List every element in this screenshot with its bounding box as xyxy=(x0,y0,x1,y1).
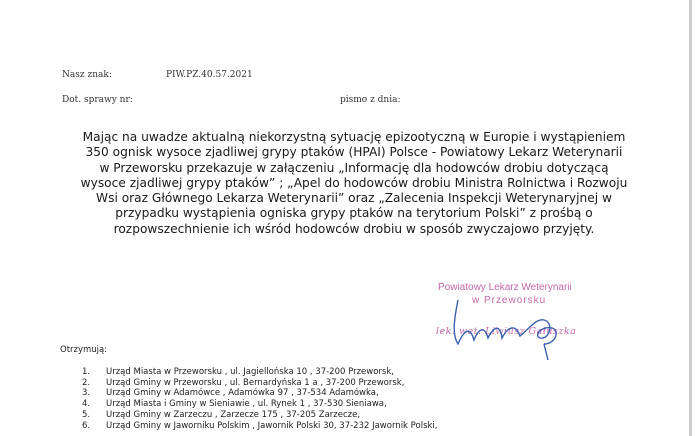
list-item xyxy=(82,421,437,432)
body-paragraph: Mając na uwadze aktualną niekorzystną sytuację epizootyczną w Europie i wystąpieniem 350 ognisk wysoce zjadliwej grypy ptaków (HPAI) Polsce - Powiatowy Lekarz Weterynarii w Przeworsku przekazuje w załączeniu „Informację dla hodowców drobiu dotyczącą wysoce zjadliwej grypy ptaków” ; „Apel do hodowców drobiu Ministra Rolnictwa i Rozwoju Wsi oraz Głównego Lekarza Weterynarii” oraz „Zalecenia Inspekcji Weterynaryjnej w przypadku wystąpienia ogniska grypy ptaków na terytorium Polski” z prośbą o rozpowszechnienie ich wśród hodowców drobiu w sposób zwyczajowo przyjęty. xyxy=(80,130,628,236)
recipients-label: Otrzymują: xyxy=(60,345,108,355)
our-ref-value: PIW.PZ.40.57.2021 xyxy=(166,70,253,80)
handwritten-signature xyxy=(440,300,600,360)
item-number: 2. xyxy=(82,377,91,388)
stamp-location: w Przeworsku xyxy=(472,295,547,306)
list-item xyxy=(82,378,437,389)
item-text: Urząd Gminy w Przeworsku , ul. Bernardyńska 1 a , 37-200 Przeworsk, xyxy=(106,377,405,388)
item-number: 4. xyxy=(82,399,91,410)
item-number: 5. xyxy=(82,409,91,420)
case-label: Dot. sprawy nr: xyxy=(62,95,133,105)
stamp-name: lek. wet. Liwiusz Gałuszka xyxy=(436,326,577,337)
letter-date-label: pismo z dnia: xyxy=(340,95,401,105)
list-item xyxy=(82,410,437,421)
item-number: 3. xyxy=(82,388,91,399)
item-text: Urząd Gminy w Adamówce , Adamówka 97 , 37-534 Adamówka, xyxy=(106,388,379,399)
list-item xyxy=(82,367,437,378)
list-item xyxy=(82,388,437,399)
item-text: Urząd Miasta i Gminy w Sieniawie , ul. Rynek 1 , 37-530 Sieniawa, xyxy=(106,399,387,410)
item-number: 1. xyxy=(82,367,91,377)
item-number: 6. xyxy=(82,420,91,431)
item-text: Urząd Gminy w Zarzeczu , Zarzecze 175 , 37-205 Zarzecze, xyxy=(106,409,361,420)
our-ref-label: Nasz znak: xyxy=(62,70,112,80)
item-text: Urząd Gminy w Jaworniku Polskim , Jawornik Polski 30, 37-232 Jawornik Polski, xyxy=(106,420,438,431)
recipients-list xyxy=(82,367,437,431)
item-text: Urząd Miasta w Przeworsku , ul. Jagiellońska 10 , 37-200 Przeworsk, xyxy=(106,367,394,377)
list-item xyxy=(82,399,437,410)
page-edge xyxy=(689,0,692,436)
stamp-title: Powiatowy Lekarz Weterynarii xyxy=(438,282,572,293)
